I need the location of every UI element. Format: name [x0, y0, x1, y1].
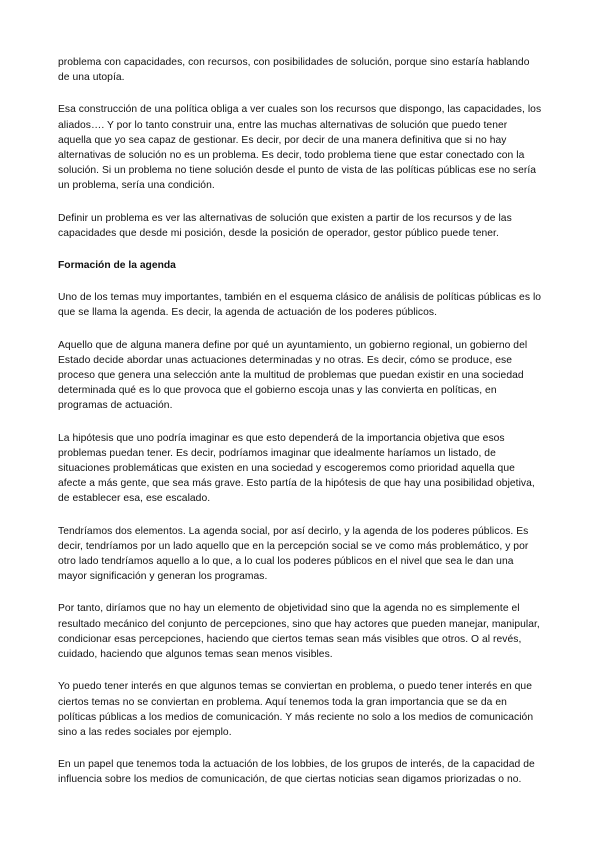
paragraph: Yo puedo tener interés en que algunos temas se conviertan en problema, o puedo tener interés en que ciertos temas no se conviertan en problema. Aquí tenemos toda la gran importancia que se da en políticas públicas a los medios de comunicación. Y más reciente no solo a los medios de comunicación sino a las redes sociales por ejemplo. [58, 681, 534, 738]
paragraph: En un papel que tenemos toda la actuación de los lobbies, de los grupos de interés, de la capacidad de influencia sobre los medios de comunicación, de que ciertas noticias sean digamos priorizadas o no. [58, 759, 535, 786]
paragraph: La hipótesis que uno podría imaginar es que esto dependerá de la importancia objetiva que esos problemas puedan tener. Es decir, podríamos imaginar que idealmente haríamos un listado, de situaciones problemáticas que existen en una sociedad y escogeremos como prioridad aquella que afecte a más gente, que sea más grave. Esto partía de la hipótesis de que hay una posibilidad objetiva, de establecer esa, ese escalado. [58, 432, 535, 505]
paragraph: Definir un problema es ver las alternativas de solución que existen a partir de los recursos y de las capacidades que desde mi posición, desde la posición de operador, gestor público puede tener. [58, 212, 512, 239]
paragraph: Esa construcción de una política obliga a ver cuales son los recursos que dispongo, las capacidades, los aliados…. Y por lo tanto construir una, entre las muchas alternativas de solución que puedo tener aquella que yo sea capaz de gestionar. Es decir, por decir de una manera definitiva que si no hay alternativas de solución no es un problema. Es decir, todo problema tiene que estar conectado con la solución. Si un problema no tiene solución desde el punto de vista de las políticas públicas ese no sería un problema, sería una condición. [58, 104, 542, 192]
section-heading: Formación de la agenda [58, 260, 176, 272]
paragraph: Tendríamos dos elementos. La agenda social, por así decirlo, y la agenda de los poderes públicos. Es decir, tendríamos por un lado aquello que en la percepción social se ve como más problemático, y por otro lado tendríamos aquello a lo que, a lo cual los poderes públicos en el nivel que sea le dan una mayor significación y generan los programas. [58, 525, 529, 583]
paragraph: Aquello que de alguna manera define por qué un ayuntamiento, un gobierno regional, un gobierno del Estado decide abordar unas actuaciones determinadas y no otras. Es decir, cómo se produce, ese proceso que genera una selección ante la multitud de problemas que puedan existir en una sociedad determinada qué es lo que provoca que el gobierno escoja unas y las convierta en políticas, en programas de actuación. [58, 339, 528, 412]
paragraph: Por tanto, diríamos que no hay un elemento de objetividad sino que la agenda no es simplemente el resultado mecánico del conjunto de percepciones, sino que hay actores que pueden manejar, manipular, condicionar esas percepciones, haciendo que ciertos temas sean más visibles que otros. O al revés, cuidado, haciendo que algunos temas sean menos visibles. [58, 603, 540, 661]
paragraph: problema con capacidades, con recursos, con posibilidades de solución, porque sino estaría hablando de una utopía. [58, 57, 530, 84]
paragraph: Uno de los temas muy importantes, también en el esquema clásico de análisis de políticas públicas es lo que se llama la agenda. Es decir, la agenda de actuación de los poderes públicos. [58, 292, 542, 319]
